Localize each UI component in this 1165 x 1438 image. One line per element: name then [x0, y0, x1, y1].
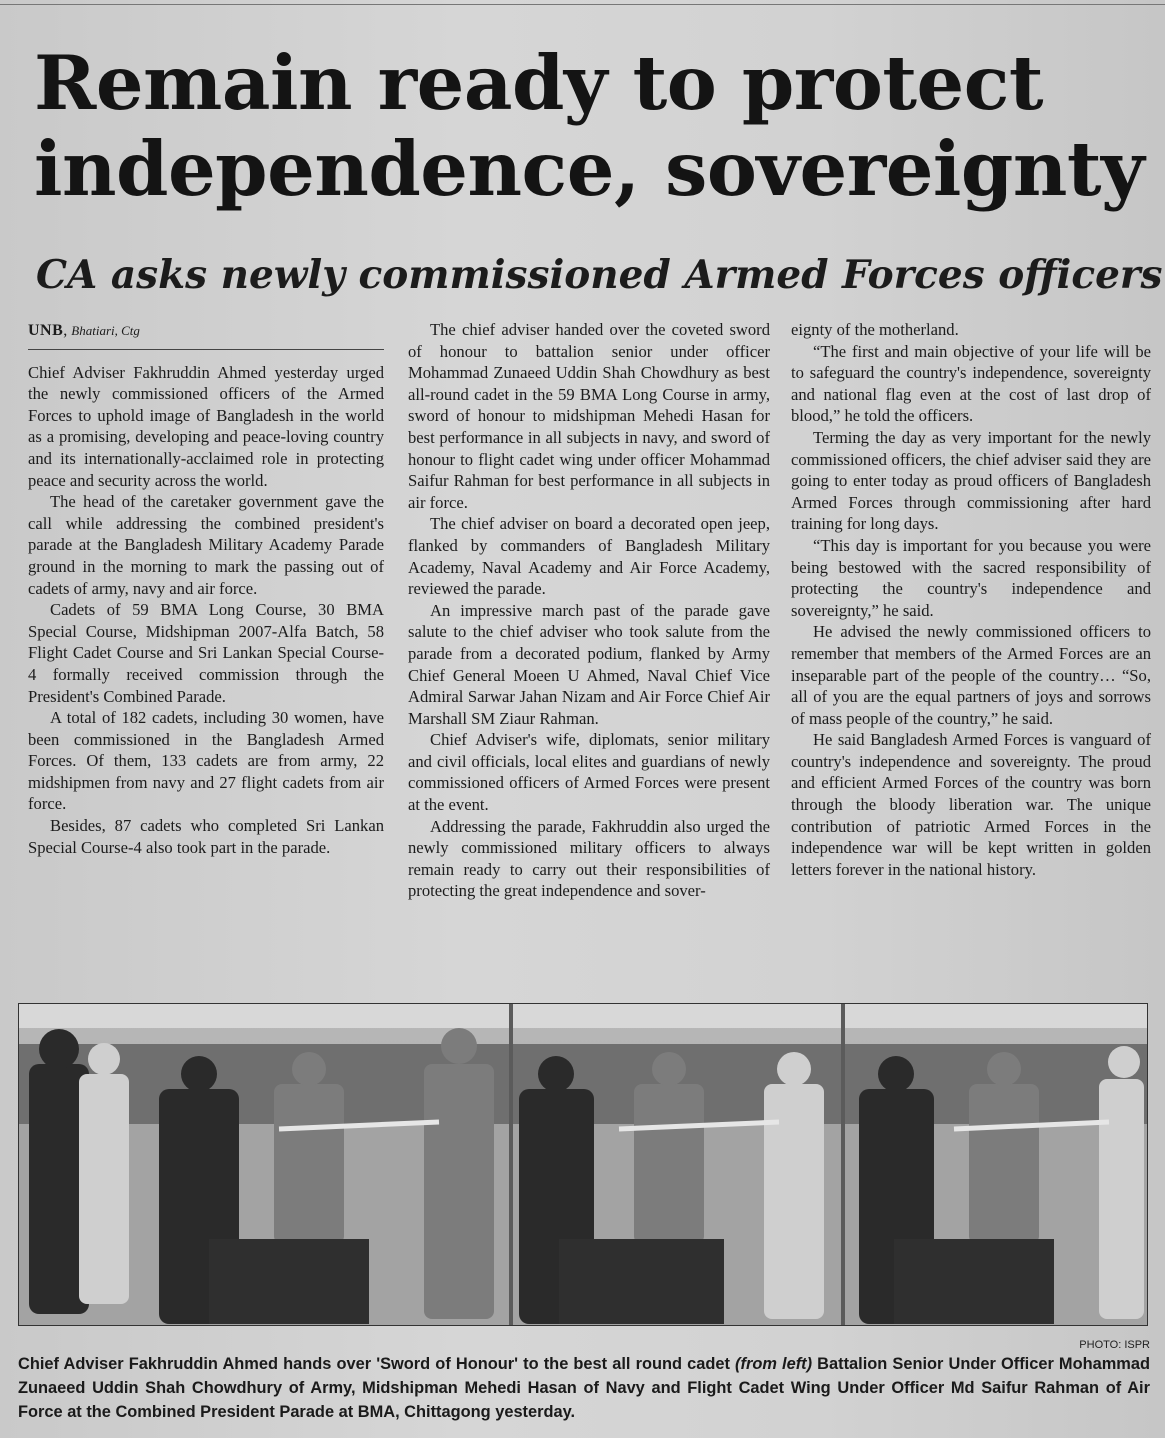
- paragraph: eignty of the motherland.: [791, 320, 959, 339]
- paragraph: Chief Adviser Fakhruddin Ahmed yesterday urged the newly commissioned officers of the Armed Forces to uphold image of Bangladesh in the world as a promising, developing and peace-loving country and its internationally-acclaimed role in protecting peace and security across the world.: [28, 362, 384, 490]
- news-photo: [18, 1003, 1148, 1326]
- paragraph: “The first and main objective of your life will be to safeguard the country's independence, sovereignty and national flag even at the cost of last drop of blood,” he told the officers.: [791, 341, 1151, 426]
- byline: UNB, Bhatiari, Ctg: [28, 320, 384, 350]
- paragraph: Terming the day as very important for the newly commissioned officers, the chief adviser said they are going to enter today as proud officers of Bangladesh Armed Forces through commissioning after hard training for long days.: [791, 427, 1151, 534]
- photo-illustration: [19, 1004, 1147, 1325]
- paragraph: An impressive march past of the parade gave salute to the chief adviser who took salute from the parade from a decorated podium, flanked by Army Chief General Moeen U Ahmed, Naval Chief Vice Admiral Sarwar Jahan Nizam and Air Force Chief Air Marshall SM Ziaur Rahman.: [408, 600, 770, 728]
- subheadline: CA asks newly commissioned Armed Forces officers: [36, 252, 1163, 298]
- caption-text: Battalion Senior Under Officer Mohammad Zunaeed Uddin Shah Chowdhury of Army, Midshipman Mehedi Hasan of Navy and Flight Cadet Wing Under Officer Md Saifur Rahman of Air Force at the Combined President Parade at BMA, Chittagong yesterday.: [18, 1355, 1150, 1421]
- paragraph: “This day is important for you because you were being bestowed with the sacred responsibility of protecting the country's independence and sovereignty,” he said.: [791, 535, 1151, 620]
- article-column-3: [791, 319, 1151, 880]
- paragraph: Cadets of 59 BMA Long Course, 30 BMA Special Course, Midshipman 2007-Alfa Batch, 58 Flight Cadet Course and Sri Lankan Special Course-4 formally received commission through the President's Combined Parade.: [28, 600, 384, 706]
- byline-agency: UNB: [28, 322, 64, 339]
- article-column-1: [28, 320, 384, 858]
- paragraph: Chief Adviser's wife, diplomats, senior military and civil officials, local elites and guardians of newly commissioned officers of Armed Forces were present at the event.: [408, 730, 770, 815]
- paragraph: The chief adviser on board a decorated open jeep, flanked by commanders of Bangladesh Military Academy, Naval Academy and Air Force Academy, reviewed the parade.: [408, 514, 770, 599]
- photo-credit: PHOTO: ISPR: [1079, 1339, 1150, 1351]
- paragraph: A total of 182 cadets, including 30 women, have been commissioned in the Bangladesh Armed Forces. Of them, 133 cadets are from army, 22 midshipmen from navy and 27 flight cadets from air force.: [28, 708, 384, 814]
- paragraph: He advised the newly commissioned officers to remember that members of the Armed Forces are an inseparable part of the people of the country… “So, all of you are the equal partners of joys and sorrows of mass people of the country,” he said.: [791, 622, 1151, 728]
- caption-text: Chief Adviser Fakhruddin Ahmed hands over 'Sword of Honour' to the best all round cadet: [18, 1355, 736, 1373]
- paragraph: Addressing the parade, Fakhruddin also urged the newly commissioned military officers to always remain ready to carry out their responsibilities of protecting the great independence and sover-: [408, 816, 770, 901]
- paragraph: The chief adviser handed over the coveted sword of honour to battalion senior under officer Mohammad Zunaeed Uddin Shah Chowdhury as best all-round cadet in the 59 BMA Long Course in army, sword of honour to midshipman Mehedi Hasan for best performance in all subjects in navy, and sword of honour to flight cadet wing under officer Mohammad Saifur Rahman for best performance in all subjects in air force.: [408, 320, 770, 512]
- article-column-2: [408, 319, 770, 902]
- caption-emphasis: (from left): [735, 1355, 813, 1373]
- paragraph: The head of the caretaker government gave the call while addressing the combined president's parade at the Bangladesh Military Academy Parade ground in the morning to mark the passing out of cadets of army, navy and air force.: [28, 492, 384, 598]
- paragraph: Besides, 87 cadets who completed Sri Lankan Special Course-4 also took part in the parade.: [28, 816, 384, 857]
- paragraph: He said Bangladesh Armed Forces is vanguard of country's independence and sovereignty. The proud and efficient Armed Forces of the country was born through the bloody liberation war. The unique contribution of patriotic Armed Forces in the independence war will be kept written in golden letters forever in the national history.: [791, 730, 1151, 879]
- top-rule: [0, 4, 1165, 5]
- headline: Remain ready to protect independence, sovereignty: [34, 39, 1145, 213]
- byline-dateline: Bhatiari, Ctg: [71, 323, 140, 338]
- photo-caption: [18, 1352, 1150, 1424]
